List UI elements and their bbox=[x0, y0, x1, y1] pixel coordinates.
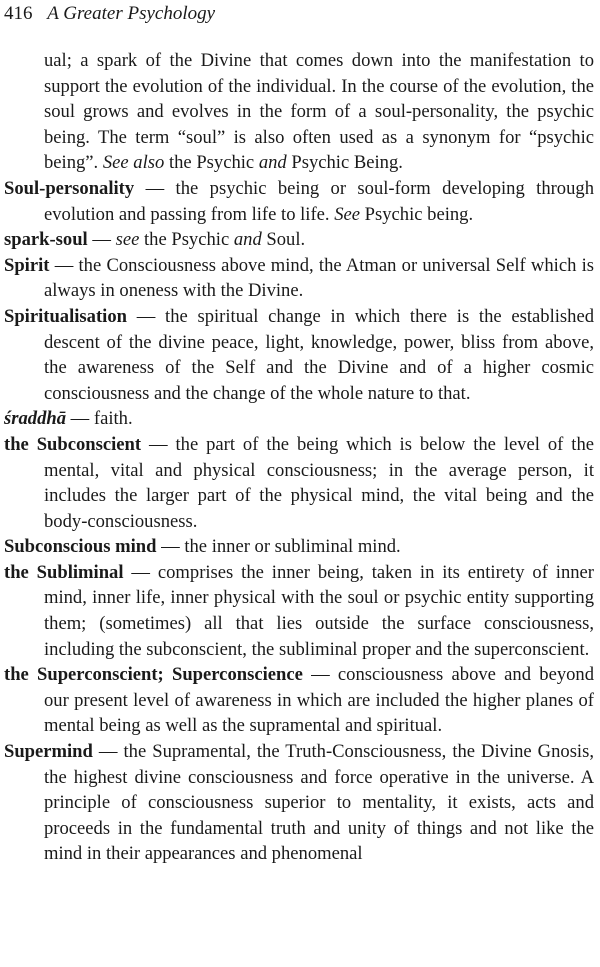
glossary-entry bbox=[4, 534, 594, 560]
definition-text: Psychic being. bbox=[360, 203, 474, 225]
definition-text: the Psychic bbox=[139, 229, 234, 251]
glossary-entry bbox=[4, 304, 594, 406]
italic-text: See bbox=[334, 203, 361, 225]
glossary-entry bbox=[4, 227, 594, 253]
entry-term: Supermind bbox=[4, 741, 93, 763]
running-title: A Greater Psychology bbox=[47, 3, 216, 24]
italic-text: See also bbox=[102, 152, 165, 174]
glossary-entry bbox=[4, 176, 594, 227]
italic-text: see bbox=[115, 229, 140, 251]
definition-text: ual; a spark of the Divine that comes down into the manifestation to support the evolution of the individual. In the course of the evolution, the soul grows and evolves in the form of a soul-personality, the psychic being. The term “soul” is also often used as a synonym for “psychic being”. bbox=[44, 50, 594, 174]
entry-term: the Superconscient; Superconscience bbox=[4, 664, 303, 686]
definition-text: — the inner or subliminal mind. bbox=[156, 536, 401, 558]
entry-term: śraddhā bbox=[4, 408, 67, 430]
definition-text: — the Supramental, the Truth-Consciousness, the Divine Gnosis, the highest divine consciousness and force operative in the universe. A principle of consciousness superior to mentality, it exists, acts and proceeds in the fundamental truth and unity of things and not like the mind in their appearances and phenomenal bbox=[44, 741, 594, 865]
entry-term: Spiritualisation bbox=[4, 305, 127, 327]
definition-text: Psychic Being. bbox=[286, 152, 403, 174]
glossary-entry bbox=[4, 662, 594, 739]
italic-text: and bbox=[258, 152, 287, 174]
glossary-entry bbox=[4, 560, 594, 662]
definition-text: — the psychic being or soul-form developing through evolution and passing from life to life. bbox=[44, 177, 594, 225]
definition-text: — the spiritual change in which there is the established descent of the divine peace, light, knowledge, power, bliss from above, the awareness of the Self and the Divine and of a higher cosmic consciousness and the change of the whole nature to that. bbox=[44, 305, 594, 404]
definition-text: — bbox=[87, 229, 116, 251]
entry-term: Soul-personality bbox=[4, 177, 135, 199]
glossary-entry bbox=[4, 406, 594, 432]
definition-text: — the part of the being which is below the level of the mental, vital and physical consciousness; in the average person, it includes the larger part of the physical mind, the vital being and the body-consciousness. bbox=[44, 433, 594, 532]
definition-text: the Psychic bbox=[164, 152, 259, 174]
page-number: 416 bbox=[4, 3, 33, 24]
definition-text: Soul. bbox=[261, 229, 306, 251]
glossary-entry bbox=[4, 253, 594, 304]
glossary-entry bbox=[4, 739, 594, 867]
italic-text: and bbox=[233, 229, 262, 251]
definition-text: — faith. bbox=[66, 408, 133, 430]
entry-term: Spirit bbox=[4, 254, 50, 276]
entry-term: spark-soul bbox=[4, 229, 88, 251]
definition-text: — comprises the inner being, taken in its entirety of inner mind, inner life, inner physical with the soul or psychic entity supporting them; (sometimes) all that lies outside the surface consciousness, including the subconscient, the subliminal proper and the superconscient. bbox=[44, 561, 594, 660]
glossary-body bbox=[4, 48, 594, 867]
glossary-entry bbox=[4, 432, 594, 534]
running-header bbox=[4, 3, 215, 25]
entry-term: Subconscious mind bbox=[4, 536, 157, 558]
definition-text: — the Consciousness above mind, the Atman or universal Self which is always in oneness with the Divine. bbox=[44, 254, 594, 302]
definition-text: — consciousness above and beyond our present level of awareness in which are included the higher planes of mental being as well as the supramental and spiritual. bbox=[44, 664, 595, 737]
continuation-paragraph bbox=[4, 48, 594, 176]
entry-term: the Subconscient bbox=[4, 433, 142, 455]
glossary-entries bbox=[4, 176, 594, 867]
entry-term: the Subliminal bbox=[4, 561, 124, 583]
